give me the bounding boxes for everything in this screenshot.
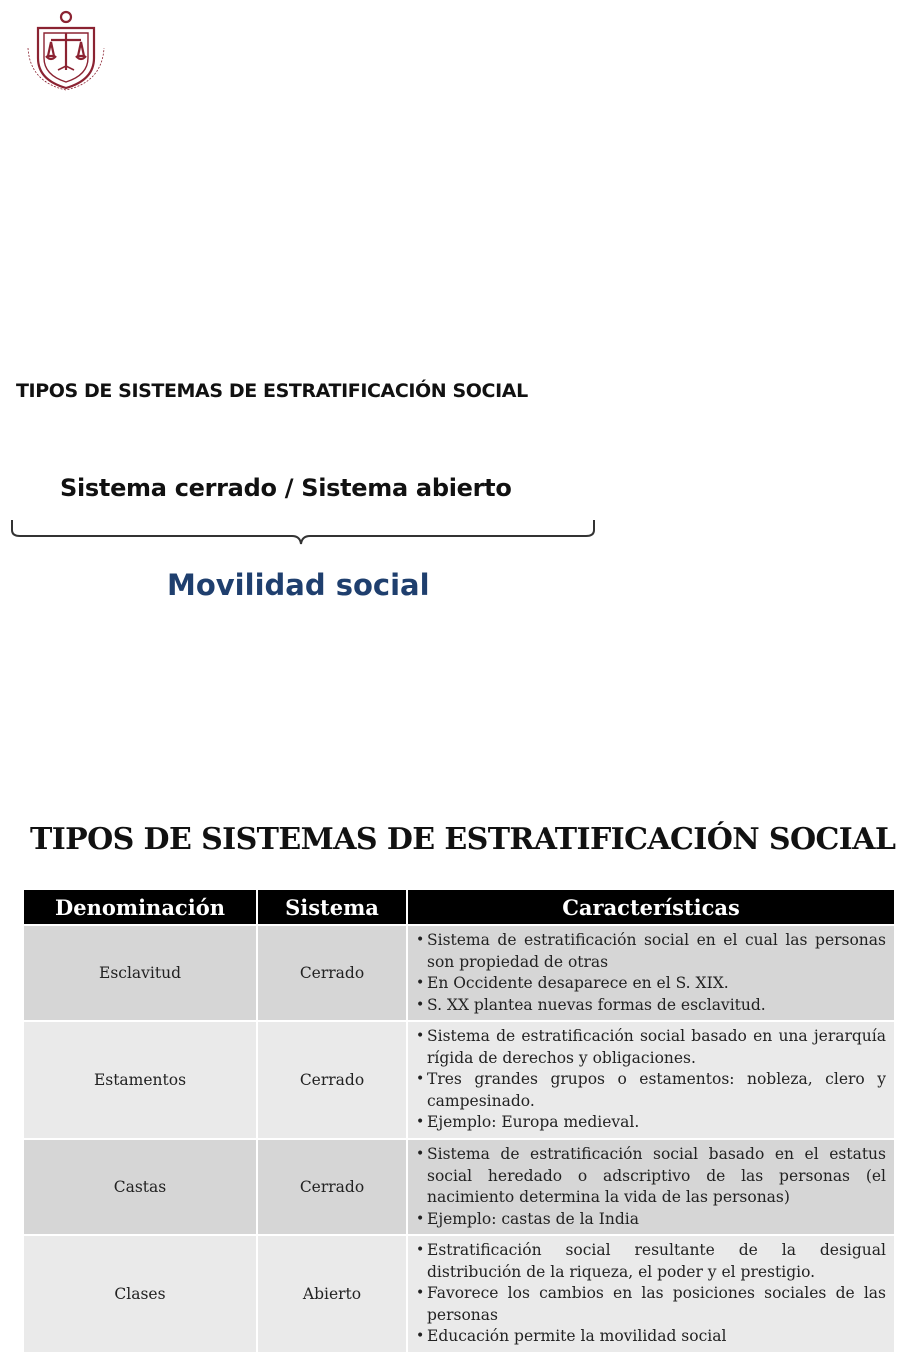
characteristic-item: • S. XX plantea nuevas formas de esclavitud. xyxy=(416,995,886,1017)
characteristic-item: • Estratificación social resultante de la desigual distribución de la riqueza, el poder y el prestigio. xyxy=(416,1240,886,1283)
row-characteristics xyxy=(407,1021,895,1139)
row-system: Cerrado xyxy=(257,925,407,1021)
characteristic-item: • Sistema de estratificación social basado en una jerarquía rígida de derechos y obligaciones. xyxy=(416,1026,886,1069)
table-heading: TIPOS DE SISTEMAS DE ESTRATIFICACIÓN SOCIAL xyxy=(30,822,896,857)
system-types-label: Sistema cerrado / Sistema abierto xyxy=(60,474,512,502)
row-characteristics xyxy=(407,1235,895,1353)
row-name: Estamentos xyxy=(23,1021,257,1139)
row-characteristics xyxy=(407,925,895,1021)
row-name: Clases xyxy=(23,1235,257,1353)
characteristic-item: • Tres grandes grupos o estamentos: nobleza, clero y campesinado. xyxy=(416,1069,886,1112)
characteristic-item: • Educación permite la movilidad social xyxy=(416,1326,886,1348)
characteristic-item: • Sistema de estratificación social en el cual las personas son propiedad de otras xyxy=(416,930,886,973)
characteristic-item: • Sistema de estratificación social basado en el estatus social heredado o adscriptivo de las personas (el nacimiento determina la vida de las personas) xyxy=(416,1144,886,1209)
stratification-table xyxy=(22,888,896,1354)
table-row xyxy=(23,1139,895,1235)
header-sistema: Sistema xyxy=(257,889,407,925)
table-row xyxy=(23,1235,895,1353)
characteristic-item: • En Occidente desaparece en el S. XIX. xyxy=(416,973,886,995)
section-heading: TIPOS DE SISTEMAS DE ESTRATIFICACIÓN SOCIAL xyxy=(16,380,528,402)
table-header-row xyxy=(23,889,895,925)
row-name: Castas xyxy=(23,1139,257,1235)
characteristic-item: • Favorece los cambios en las posiciones sociales de las personas xyxy=(416,1283,886,1326)
characteristic-item: • Ejemplo: castas de la India xyxy=(416,1209,886,1231)
social-mobility-label: Movilidad social xyxy=(167,568,430,602)
row-system: Cerrado xyxy=(257,1139,407,1235)
header-denominacion: Denominación xyxy=(23,889,257,925)
table-row xyxy=(23,925,895,1021)
university-seal-logo xyxy=(22,8,110,92)
curly-brace-icon xyxy=(8,516,598,556)
balance-scale-icon xyxy=(22,8,110,92)
characteristic-item: • Ejemplo: Europa medieval. xyxy=(416,1112,886,1134)
row-name: Esclavitud xyxy=(23,925,257,1021)
table-row xyxy=(23,1021,895,1139)
row-characteristics xyxy=(407,1139,895,1235)
header-caracteristicas: Características xyxy=(407,889,895,925)
row-system: Cerrado xyxy=(257,1021,407,1139)
row-system: Abierto xyxy=(257,1235,407,1353)
